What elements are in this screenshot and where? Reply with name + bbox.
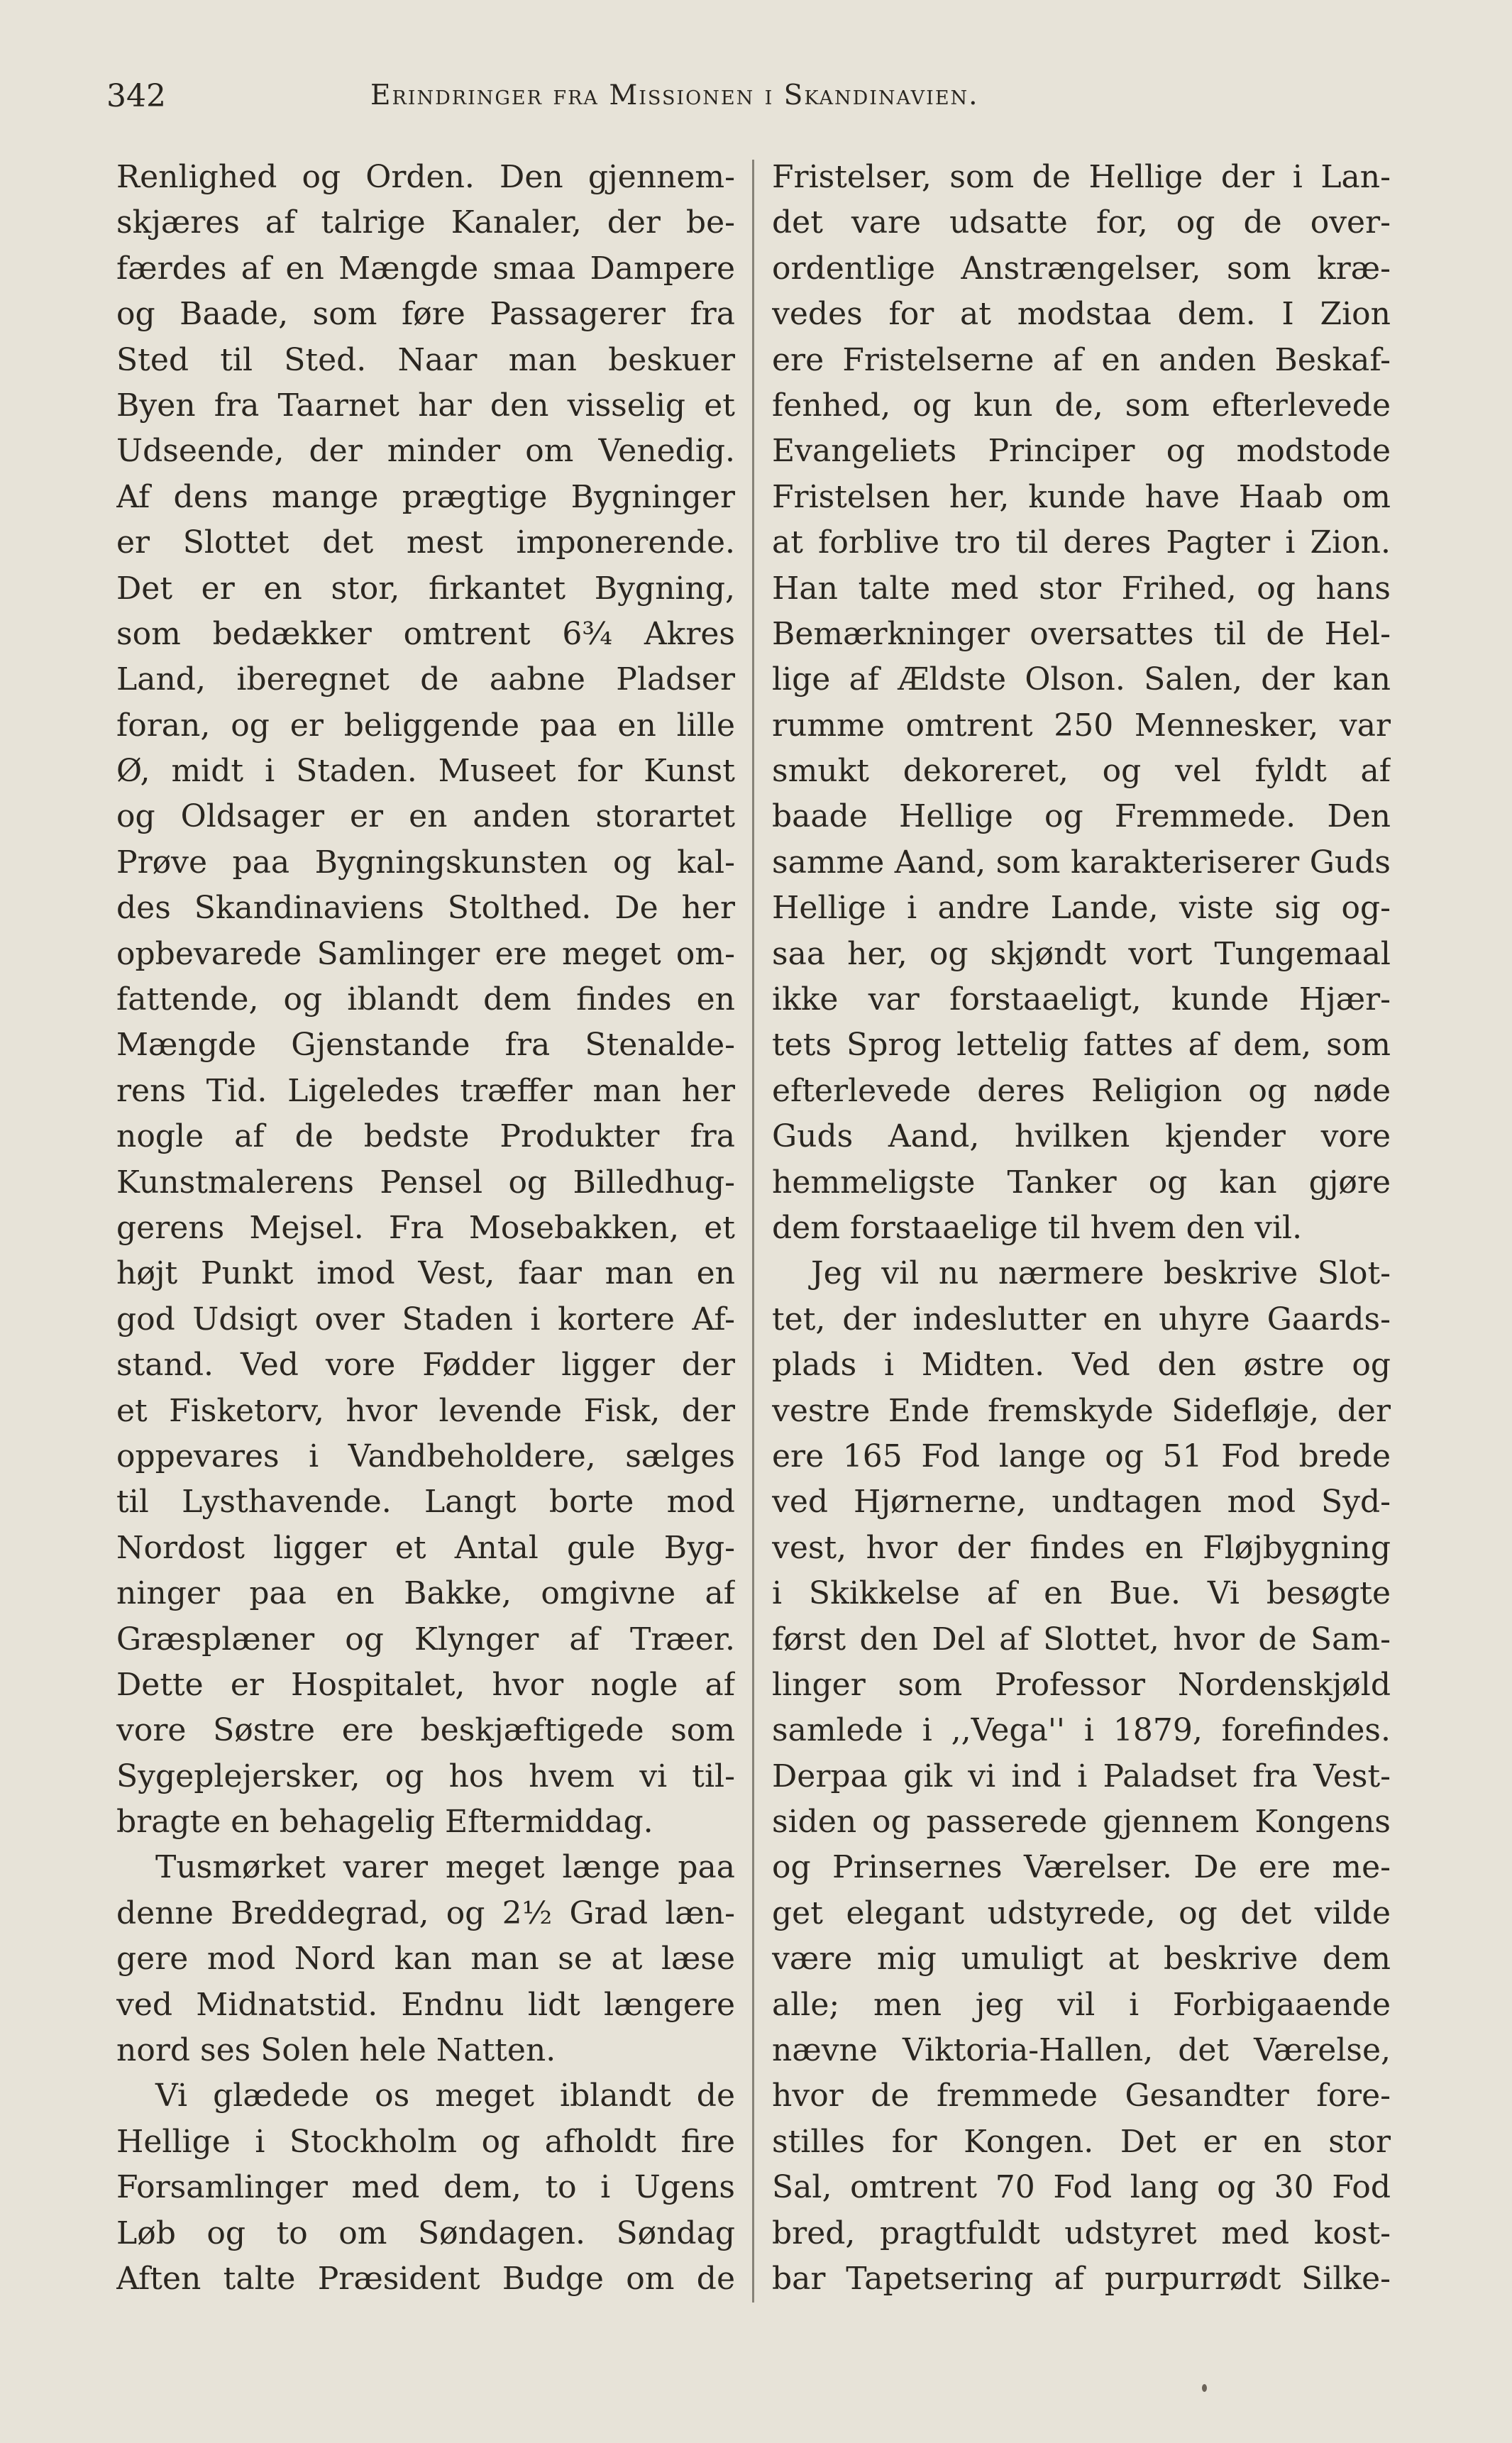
text-line: Byen fra Taarnet har den visselig et: [116, 387, 735, 424]
text-line: vedes for at modstaa dem. I Zion: [772, 296, 1391, 333]
text-line: Land, iberegnet de aabne Pladser: [116, 661, 735, 698]
text-line: Af dens mange prægtige Bygninger: [116, 478, 735, 515]
left-text-column: [116, 155, 735, 2302]
text-line: god Udsigt over Staden i kortere Af-: [116, 1301, 735, 1338]
text-line: ved Hjørnerne, undtagen mod Syd-: [772, 1484, 1391, 1521]
text-line: linger som Professor Nordenskjøld: [772, 1666, 1391, 1703]
text-line: baade Hellige og Fremmede. Den: [772, 798, 1391, 835]
text-line: tet, der indeslutter en uhyre Gaards-: [772, 1301, 1391, 1338]
text-line: Udseende, der minder om Venedig.: [116, 433, 735, 470]
text-line: Dette er Hospitalet, hvor nogle af: [116, 1666, 735, 1703]
text-line: ordentlige Anstrængelser, som kræ-: [772, 250, 1391, 287]
text-line: skjæres af talrige Kanaler, der be-: [116, 204, 735, 241]
text-line: og Baade, som føre Passagerer fra: [116, 296, 735, 333]
text-line: og Oldsager er en anden storartet: [116, 798, 735, 835]
text-line: Forsamlinger med dem, to i Ugens: [116, 2169, 735, 2206]
text-line: Aften talte Præsident Budge om de: [116, 2260, 735, 2297]
text-line: denne Breddegrad, og 2½ Grad læn-: [116, 1895, 735, 1931]
text-line: Græsplæner og Klynger af Træer.: [116, 1621, 735, 1658]
text-line: stand. Ved vore Fødder ligger der: [116, 1347, 735, 1384]
text-line: først den Del af Slottet, hvor de Sam-: [772, 1621, 1391, 1658]
text-line: Hellige i andre Lande, viste sig og-: [772, 890, 1391, 927]
text-line: bar Tapetsering af purpurrødt Silke-: [772, 2260, 1391, 2297]
text-line: rumme omtrent 250 Mennesker, var: [772, 707, 1391, 744]
text-line: Fristelsen her, kunde have Haab om: [772, 478, 1391, 515]
text-line: til Lysthavende. Langt borte mod: [116, 1484, 735, 1521]
text-line: bred, pragtfuldt udstyret med kost-: [772, 2215, 1391, 2251]
text-line: Sted til Sted. Naar man beskuer: [116, 341, 735, 378]
text-line: efterlevede deres Religion og nøde: [772, 1072, 1391, 1109]
text-line: ere Fristelserne af en anden Beskaf-: [772, 341, 1391, 378]
text-line: smukt dekoreret, og vel fyldt af: [772, 753, 1391, 790]
text-line: Ø, midt i Staden. Museet for Kunst: [116, 753, 735, 790]
text-line: plads i Midten. Ved den østre og: [772, 1347, 1391, 1384]
text-line: være mig umuligt at beskrive dem: [772, 1941, 1391, 1978]
text-line: Bemærkninger oversattes til de Hel-: [772, 615, 1391, 652]
text-line: ninger paa en Bakke, omgivne af: [116, 1575, 735, 1612]
text-line: Nordost ligger et Antal gule Byg-: [116, 1529, 735, 1566]
text-line: des Skandinaviens Stolthed. De her: [116, 890, 735, 927]
text-line: ved Midnatstid. Endnu lidt længere: [116, 1986, 735, 2023]
text-line: ikke var forstaaeligt, kunde Hjær-: [772, 981, 1391, 1018]
text-line: højt Punkt imod Vest, faar man en: [116, 1255, 735, 1292]
text-line: alle; men jeg vil i Forbigaaende: [772, 1986, 1391, 2023]
text-line: dem forstaaelige til hvem den vil.: [772, 1209, 1303, 1246]
text-line: fenhed, og kun de, som efterlevede: [772, 387, 1391, 424]
text-line: nord ses Solen hele Natten.: [116, 2032, 556, 2069]
text-line: Fristelser, som de Hellige der i Lan-: [772, 159, 1391, 195]
text-line: som bedækker omtrent 6¾ Akres: [116, 615, 735, 652]
text-line: oppevares i Vandbeholdere, sælges: [116, 1438, 735, 1474]
text-line: tets Sprog lettelig fattes af dem, som: [772, 1027, 1391, 1064]
text-line: samlede i ,,Vega'' i 1879, forefindes.: [772, 1712, 1391, 1749]
text-line: Jeg vil nu nærmere beskrive Slot-: [811, 1255, 1391, 1292]
text-line: Kunstmalerens Pensel og Billedhug-: [116, 1164, 735, 1201]
text-line: foran, og er beliggende paa en lille: [116, 707, 735, 744]
text-line: er Slottet det mest imponerende.: [116, 524, 735, 561]
text-line: Prøve paa Bygningskunsten og kal-: [116, 844, 735, 881]
text-line: vestre Ende fremskyde Sidefløje, der: [772, 1392, 1391, 1429]
text-line: opbevarede Samlinger ere meget om-: [116, 935, 735, 972]
column-divider: [752, 160, 754, 2303]
text-line: gerens Mejsel. Fra Mosebakken, et: [116, 1209, 735, 1246]
text-line: i Skikkelse af en Bue. Vi besøgte: [772, 1575, 1391, 1612]
text-line: siden og passerede gjennem Kongens: [772, 1804, 1391, 1841]
text-line: Sal, omtrent 70 Fod lang og 30 Fod: [772, 2169, 1391, 2206]
text-line: samme Aand, som karakteriserer Guds: [772, 844, 1391, 881]
text-line: Sygeplejersker, og hos hvem vi til-: [116, 1758, 735, 1794]
text-line: stilles for Kongen. Det er en stor: [772, 2123, 1391, 2160]
text-line: rens Tid. Ligeledes træffer man her: [116, 1072, 735, 1109]
text-line: og Prinsernes Værelser. De ere me-: [772, 1849, 1391, 1886]
text-line: bragte en behagelig Eftermiddag.: [116, 1804, 653, 1841]
text-line: get elegant udstyrede, og det vilde: [772, 1895, 1391, 1931]
text-line: at forblive tro til deres Pagter i Zion.: [772, 524, 1391, 561]
text-line: vore Søstre ere beskjæftigede som: [116, 1712, 735, 1749]
text-line: færdes af en Mængde smaa Dampere: [116, 250, 735, 287]
text-line: et Fisketorv, hvor levende Fisk, der: [116, 1392, 735, 1429]
text-line: ere 165 Fod lange og 51 Fod brede: [772, 1438, 1391, 1474]
text-line: nogle af de bedste Produkter fra: [116, 1118, 735, 1155]
text-line: Det er en stor, firkantet Bygning,: [116, 570, 735, 607]
text-line: fattende, og iblandt dem findes en: [116, 981, 735, 1018]
text-line: gere mod Nord kan man se at læse: [116, 1941, 735, 1978]
text-line: det vare udsatte for, og de over-: [772, 204, 1391, 241]
text-line: Vi glædede os meget iblandt de: [155, 2078, 735, 2114]
text-line: Løb og to om Søndagen. Søndag: [116, 2215, 735, 2251]
text-line: hemmeligste Tanker og kan gjøre: [772, 1164, 1391, 1201]
text-line: Derpaa gik vi ind i Paladset fra Vest-: [772, 1758, 1391, 1794]
text-line: vest, hvor der findes en Fløjbygning: [772, 1529, 1391, 1566]
text-line: Hellige i Stockholm og afholdt fire: [116, 2123, 735, 2160]
page-number: 342: [106, 78, 166, 114]
text-line: Tusmørket varer meget længe paa: [155, 1849, 735, 1886]
text-line: nævne Viktoria-Hallen, det Værelse,: [772, 2032, 1391, 2069]
right-text-column: [772, 155, 1391, 2302]
text-line: lige af Ældste Olson. Salen, der kan: [772, 661, 1391, 698]
running-title: Erindringer fra Missionen i Skandinavien.: [370, 79, 979, 111]
page-speck: [1202, 2384, 1207, 2392]
text-line: saa her, og skjøndt vort Tungemaal: [772, 935, 1391, 972]
text-line: Guds Aand, hvilken kjender vore: [772, 1118, 1391, 1155]
text-line: Mængde Gjenstande fra Stenalde-: [116, 1027, 735, 1064]
text-line: Evangeliets Principer og modstode: [772, 433, 1391, 470]
text-line: Han talte med stor Frihed, og hans: [772, 570, 1391, 607]
text-line: Renlighed og Orden. Den gjennem-: [116, 159, 735, 195]
text-line: hvor de fremmede Gesandter fore-: [772, 2078, 1391, 2114]
